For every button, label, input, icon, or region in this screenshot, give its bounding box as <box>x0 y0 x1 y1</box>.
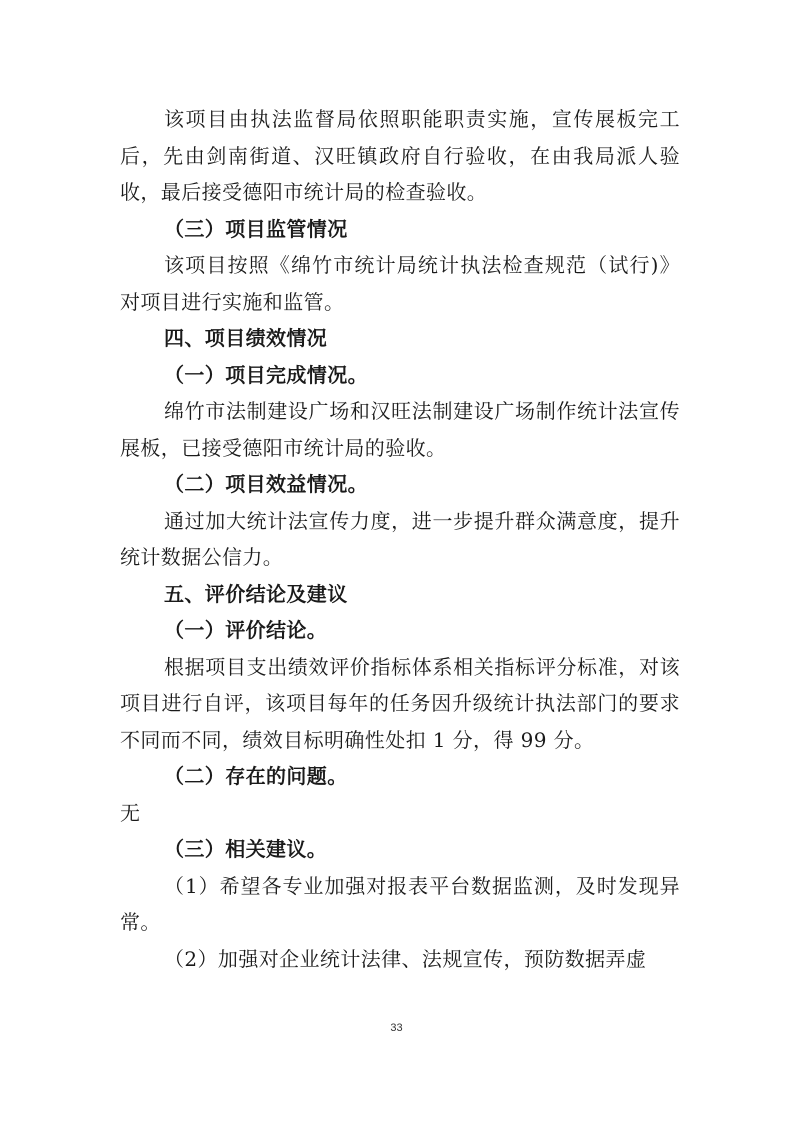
paragraph-supervision-standard: 该项目按照《绵竹市统计局统计执法检查规范（试行)》对项目进行实施和监管。 <box>120 253 680 314</box>
paragraph-evaluation-conclusion: 根据项目支出绩效评价指标体系相关指标评分标准，对该项目进行自评，该项目每年的任务因升级统计执法部门的要求不同而不同，绩效目标明确性处扣 1 分，得 99 分。 <box>120 654 680 752</box>
document-body <box>120 101 680 977</box>
heading-related-suggestions: （三）相关建议。 <box>164 837 328 861</box>
heading-project-supervision: （三）项目监管情况 <box>164 216 348 241</box>
paragraph-acceptance-process: 该项目由执法监督局依照职能职责实施，宣传展板完工后，先由剑南街道、汉旺镇政府自行验收，在由我局派人验收，最后接受德阳市统计局的检查验收。 <box>120 107 680 204</box>
paragraph-completion: 绵竹市法制建设广场和汉旺法制建设广场制作统计法宣传展板，已接受德阳市统计局的验收。 <box>120 399 680 460</box>
paragraph-suggestion-1: （1）希望各专业加强对报表平台数据监测，及时发现异常。 <box>120 873 680 934</box>
heading-conclusion-suggestions: 五、评价结论及建议 <box>164 581 348 606</box>
heading-existing-problems: （二）存在的问题。 <box>164 764 348 788</box>
paragraph-benefit: 通过加大统计法宣传力度，进一步提升群众满意度，提升统计数据公信力。 <box>120 508 680 569</box>
paragraph-suggestion-2: （2）加强对企业统计法律、法规宣传，预防数据弄虚 <box>164 946 647 971</box>
heading-completion: （一）项目完成情况。 <box>164 362 368 387</box>
heading-performance: 四、项目绩效情况 <box>164 326 328 350</box>
heading-benefit: （二）项目效益情况。 <box>164 472 368 496</box>
heading-evaluation-conclusion: （一）评价结论。 <box>164 618 328 642</box>
page-number: 33 <box>390 1022 403 1034</box>
paragraph-existing-problems: 无 <box>120 800 141 825</box>
